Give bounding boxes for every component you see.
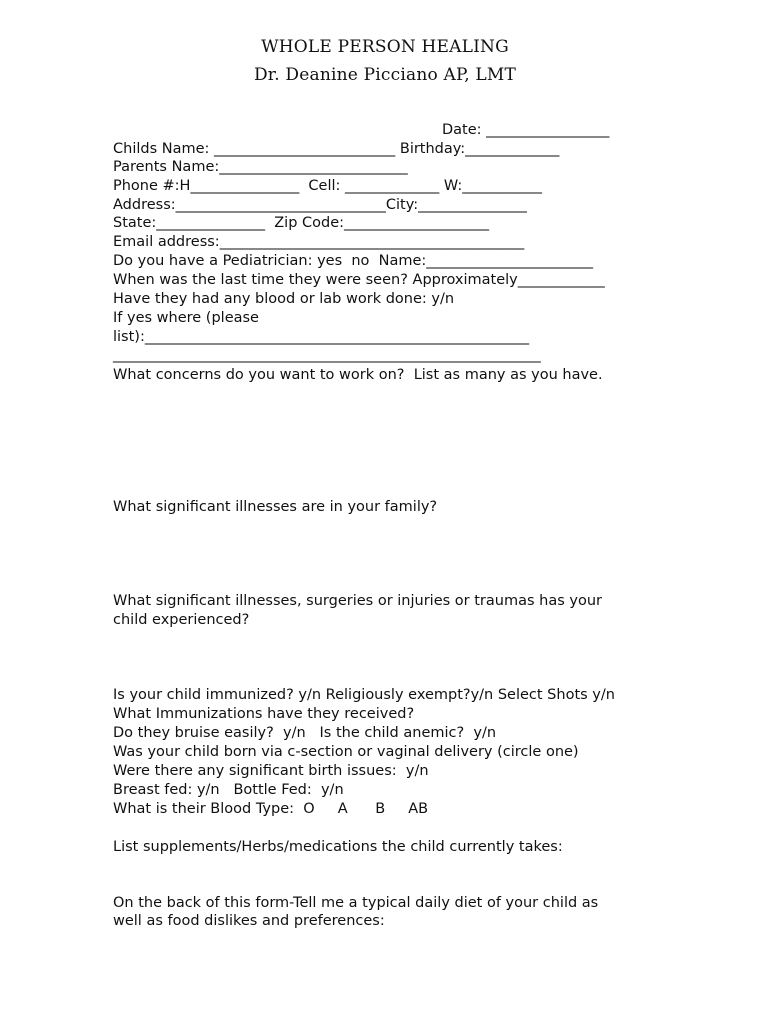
immunized-question[interactable]: Is your child immunized? y/n Religiously exempt?y/n Select Shots y/n — [113, 687, 615, 703]
child-illness-question-line2: child experienced? — [113, 612, 250, 628]
list-field[interactable]: list):_____________________________________________________ — [113, 329, 530, 345]
diet-question-line2: well as food dislikes and preferences: — [113, 913, 385, 929]
immunizations-received-question: What Immunizations have they received? — [113, 706, 415, 722]
child-illness-question-line1: What significant illnesses, surgeries or injuries or traumas has your — [113, 593, 602, 609]
pediatrician-field[interactable]: Do you have a Pediatrician: yes no Name:_______________________ — [113, 253, 594, 269]
blank-line-field[interactable]: ___________________________________________________________ — [113, 347, 541, 363]
concerns-question: What concerns do you want to work on? List as many as you have. — [113, 367, 603, 383]
diet-question-line1: On the back of this form-Tell me a typical daily diet of your child as — [113, 895, 599, 911]
bruise-anemic-question[interactable]: Do they bruise easily? y/n Is the child anemic? y/n — [113, 725, 497, 741]
delivery-question[interactable]: Was your child born via c-section or vaginal delivery (circle one) — [113, 744, 579, 760]
form-title: WHOLE PERSON HEALING — [261, 37, 509, 57]
last-seen-field[interactable]: When was the last time they were seen? Approximately____________ — [113, 272, 605, 288]
blood-work-question[interactable]: Have they had any blood or lab work done: y/n — [113, 291, 455, 307]
if-yes-label: If yes where (please — [113, 310, 259, 326]
childs-name-field[interactable]: Childs Name: _________________________ Birthday:_____________ — [113, 141, 560, 157]
parents-name-field[interactable]: Parents Name:__________________________ — [113, 159, 408, 175]
family-illness-question: What significant illnesses are in your family? — [113, 499, 438, 515]
email-field[interactable]: Email address:__________________________________________ — [113, 234, 525, 250]
form-subtitle: Dr. Deanine Picciano AP, LMT — [253, 65, 517, 85]
date-field[interactable]: Date: _________________ — [442, 122, 610, 138]
address-field[interactable]: Address:_____________________________City:_______________ — [113, 197, 527, 213]
supplements-question: List supplements/Herbs/medications the child currently takes: — [113, 839, 563, 855]
feeding-question[interactable]: Breast fed: y/n Bottle Fed: y/n — [113, 782, 344, 798]
birth-issues-question[interactable]: Were there any significant birth issues: y/n — [113, 763, 429, 779]
phone-field[interactable]: Phone #:H_______________ Cell: _____________ W:___________ — [113, 178, 543, 194]
state-zip-field[interactable]: State:_______________ Zip Code:____________________ — [113, 215, 490, 231]
blood-type-question[interactable]: What is their Blood Type: O A B AB — [113, 801, 429, 817]
